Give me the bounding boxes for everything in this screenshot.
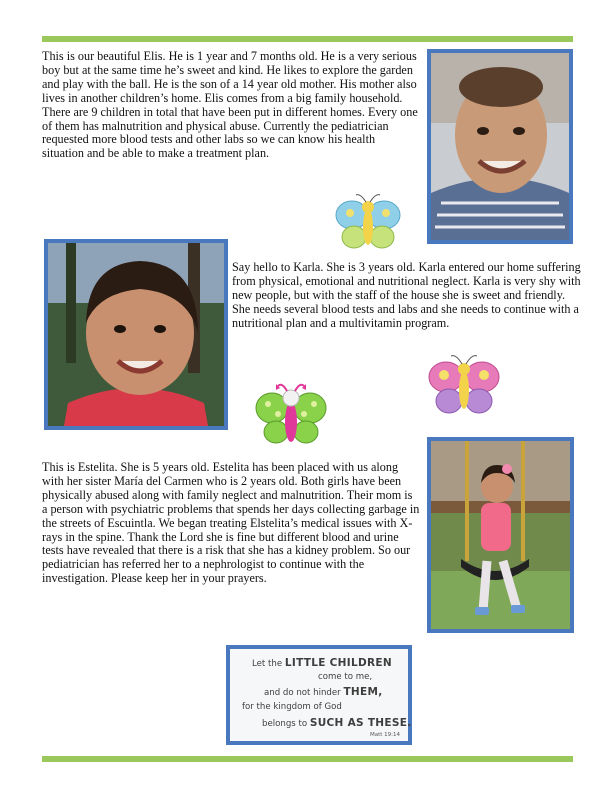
butterfly-pink-icon <box>427 352 501 418</box>
butterfly-green-icon <box>254 378 328 448</box>
karla-paragraph: Say hello to Karla. She is 3 years old. Karla entered our home suffering from physical, emotional and nutritional neglect. Karla is very shy with new people, but with the staff of the house she is sweet and friendly. She needs several blood tests and labs and she needs to continue with a nutritional plan and a multivitamin program. <box>232 260 581 330</box>
verse-line-5: belongs to SUCH AS THESE. <box>262 717 412 729</box>
top-rule <box>42 36 573 42</box>
verse-line-3: and do not hinder THEM, <box>264 686 383 698</box>
verse-line-4: for the kingdom of God <box>242 702 342 712</box>
bottom-rule <box>42 756 573 762</box>
karla-photo <box>44 239 228 430</box>
elis-paragraph: This is our beautiful Elis. He is 1 year and 7 months old. He is a very serious boy but at the same time he’s sweet and kind. He likes to explore the garden and play with the ball. He is the son of a 14 year old mother. His mother also lives in another children’s home. Elis comes from a big family household. There are 9 children in total that have been put in different homes. Every one of them has malnutrition and physical abuse. Currently the pediatrician requested more blood tests and other labs so we can know his health situation and be able to make a treatment plan. <box>42 49 418 161</box>
verse-reference: Matt 19:14 <box>369 732 400 738</box>
verse-line-2: come to me, <box>318 672 373 682</box>
scripture-verse-card <box>226 645 412 745</box>
butterfly-blue-icon <box>334 191 402 253</box>
estelita-paragraph: This is Estelita. She is 5 years old. Estelita has been placed with us along with her sister María del Carmen who is 2 years old. Both girls have been physically abused along with family neglect and malnutrition. Their mom is a person with psychiatric problems that spends her days collecting garbage in the streets of Escuintla. We began treating Elstelita’s medical issues with X-rays in the spine. Thank the Lord she is fine but different blood and urine tests have revealed that there is a risk that she has a kidney problem. So our pediatrician has referred her to a nephrologist to continue with the investigation. Please keep her in your prayers. <box>42 460 420 586</box>
verse-line-1: Let the LITTLE CHILDREN <box>252 657 392 669</box>
estelita-photo <box>427 437 574 633</box>
elis-photo <box>427 49 573 244</box>
